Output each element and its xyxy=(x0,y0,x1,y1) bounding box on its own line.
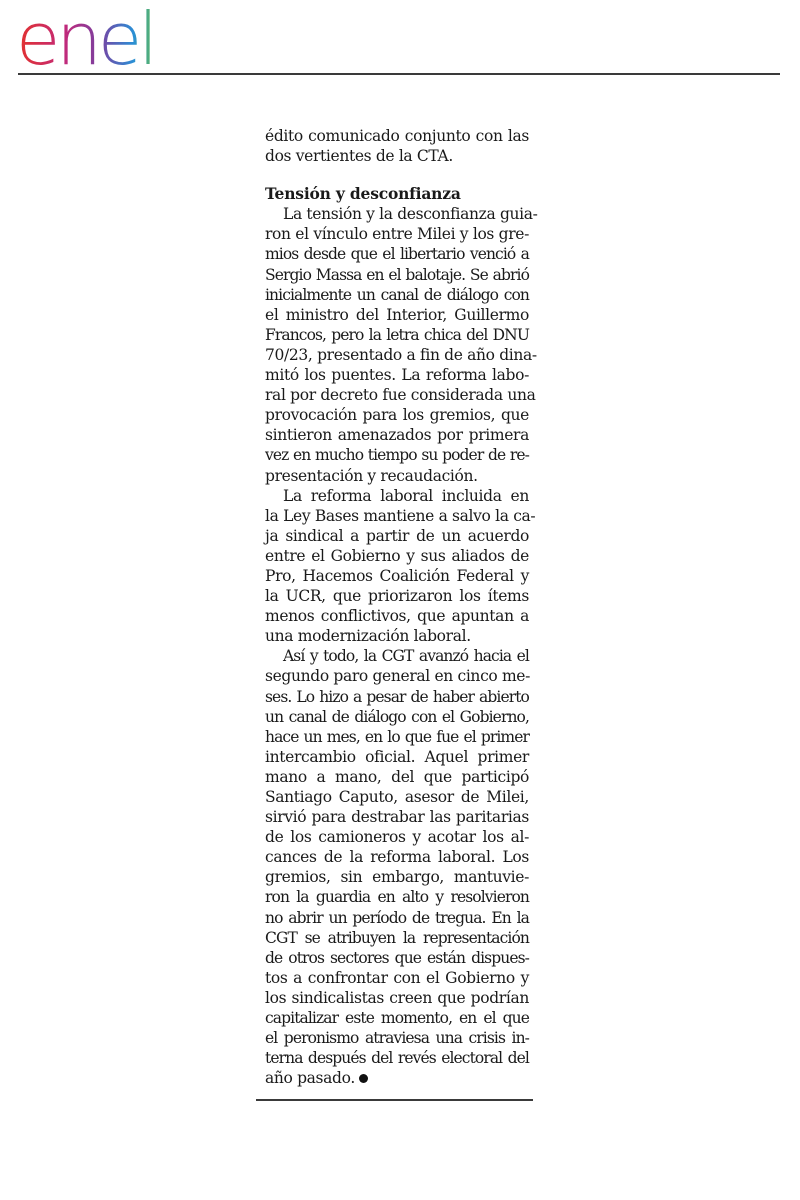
text-line: Sergio Massa en el balotaje. Se abrió xyxy=(265,265,529,284)
header-rule xyxy=(18,73,780,75)
text-line: de los camioneros y acotar los al- xyxy=(265,828,529,847)
text-line: los sindicalistas creen que podrían xyxy=(265,988,529,1007)
text-line: segundo paro general en cinco me- xyxy=(265,667,531,686)
text-line: ja sindical a partir de un acuerdo xyxy=(265,526,529,545)
text-line: édito comunicado conjunto con las xyxy=(265,127,529,145)
text-line: hace un mes, en lo que fue el primer xyxy=(265,727,529,746)
svg-text:enel: enel xyxy=(16,4,155,70)
text-line: mios desde que el libertario venció a xyxy=(265,245,529,264)
text-line: la Ley Bases mantiene a salvo la ca- xyxy=(265,506,536,525)
text-line: mitó los puentes. La reforma labo- xyxy=(265,366,529,385)
text-line: vez en mucho tiempo su poder de re- xyxy=(265,446,529,465)
text-line: 70/23, presentado a fin de año dina- xyxy=(265,345,537,364)
paragraph-2 xyxy=(265,486,536,647)
text-line: capitalizar este momento, en el que xyxy=(265,1009,529,1028)
text-line: Así y todo, la CGT avanzó hacia el xyxy=(283,647,529,666)
text-line: dos vertientes de la CTA. xyxy=(265,147,453,166)
text-line: una modernización laboral. xyxy=(265,627,471,646)
paragraph-1 xyxy=(265,204,538,485)
text-line: inicialmente un canal de diálogo con xyxy=(265,285,529,304)
text-line: Santiago Caputo, asesor de Milei, xyxy=(265,788,529,806)
text-line: provocación para los gremios, que xyxy=(265,406,529,425)
text-line: ses. Lo hizo a pesar de haber abierto xyxy=(265,687,529,706)
article-column xyxy=(265,126,538,1088)
text-line: gremios, sin embargo, mantuvie- xyxy=(265,868,529,887)
text-line: sintieron amenazados por primera xyxy=(265,426,529,445)
text-line: de otros sectores que están dispues- xyxy=(265,948,529,967)
text-line-final xyxy=(265,1068,529,1088)
text-line: terna después del revés electoral del xyxy=(265,1049,529,1068)
text-line: ron el vínculo entre Milei y los gre- xyxy=(265,225,529,244)
text-line: Pro, Hacemos Coalición Federal y xyxy=(265,566,529,585)
text-line: La reforma laboral incluida en xyxy=(283,486,529,505)
text-line: CGT se atribuyen la representación xyxy=(265,928,529,947)
text-line: intercambio oficial. Aquel primer xyxy=(265,747,529,766)
text-line: tos a confrontar con el Gobierno y xyxy=(265,968,529,987)
end-mark-icon xyxy=(359,1074,368,1083)
text-line-final-text: año pasado. xyxy=(265,1069,355,1088)
text-line: el peronismo atraviesa una crisis in- xyxy=(265,1029,529,1048)
text-line: La tensión y la desconfianza guia- xyxy=(283,205,538,224)
enel-logo xyxy=(16,4,196,70)
text-line: Francos, pero la letra chica del DNU xyxy=(265,325,529,344)
text-line: un canal de diálogo con el Gobierno, xyxy=(265,707,529,726)
text-line: ral por decreto fue considerada una xyxy=(265,386,536,405)
text-line: mano a mano, del que participó xyxy=(265,767,529,786)
text-line: cances de la reforma laboral. Los xyxy=(265,848,529,867)
text-line: presentación y recaudación. xyxy=(265,466,478,485)
footer-rule xyxy=(256,1099,533,1101)
text-line: menos conflictivos, que apuntan a xyxy=(265,607,529,626)
text-line: el ministro del Interior, Guillermo xyxy=(265,305,529,324)
text-line: entre el Gobierno y sus aliados de xyxy=(265,546,529,565)
text-line: ron la guardia en alto y resolvieron xyxy=(265,888,529,907)
text-line: la UCR, que priorizaron los ítems xyxy=(265,587,529,606)
section-heading: Tensión y desconfianza xyxy=(265,184,461,204)
text-line: sirvió para destrabar las paritarias xyxy=(265,808,529,827)
paragraph-0 xyxy=(265,126,529,166)
text-line: no abrir un período de tregua. En la xyxy=(265,908,529,927)
paragraph-3 xyxy=(265,646,529,1088)
